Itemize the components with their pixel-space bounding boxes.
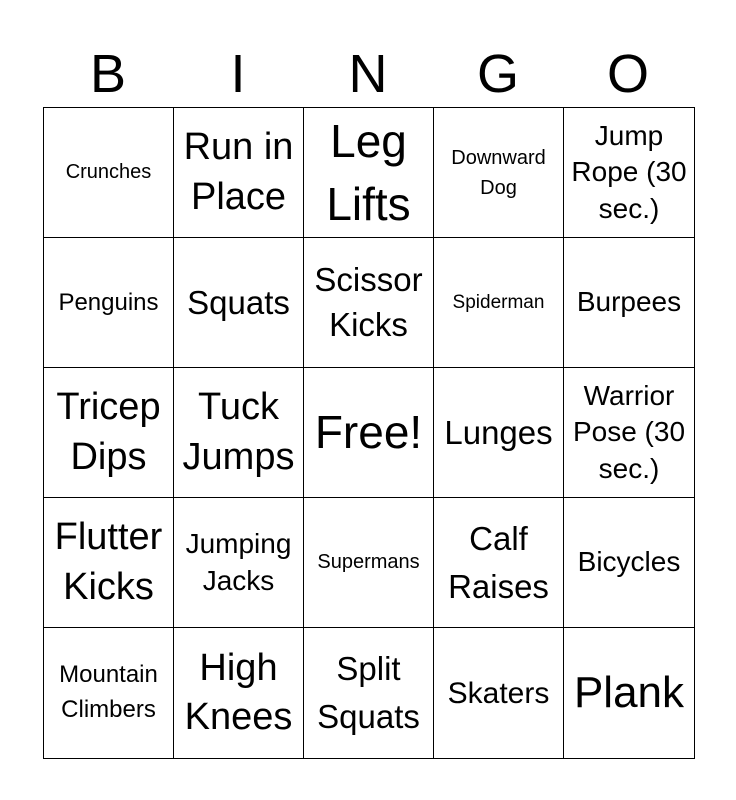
bingo-cell[interactable]: [434, 498, 564, 628]
cell-label: Burpees: [576, 286, 682, 318]
bingo-cell[interactable]: [564, 108, 694, 238]
cell-label: Flutter Kicks: [54, 516, 163, 608]
bingo-cell[interactable]: [304, 498, 434, 628]
bingo-cell[interactable]: [434, 108, 564, 238]
cell-label: Jumping Jacks: [185, 528, 292, 596]
cell-label: Tricep Dips: [56, 386, 161, 478]
cell-label: Spiderman: [452, 291, 545, 313]
header-letter-g: G: [476, 44, 519, 104]
bingo-cell[interactable]: [434, 238, 564, 368]
bingo-cell[interactable]: [44, 108, 174, 238]
bingo-board: [43, 107, 695, 759]
header-letter-o: O: [606, 44, 649, 104]
cell-label: Lunges: [444, 413, 553, 451]
bingo-cell[interactable]: [564, 238, 694, 368]
bingo-header: [43, 40, 693, 108]
cell-label: Jump Rope (30 sec.): [571, 119, 687, 224]
cell-label: Squats: [187, 283, 290, 321]
cell-label: Scissor Kicks: [314, 260, 423, 343]
bingo-cell[interactable]: [174, 498, 304, 628]
cell-label: Penguins: [58, 288, 159, 316]
cell-label: Bicycles: [577, 546, 681, 578]
bingo-cell[interactable]: [564, 498, 694, 628]
bingo-cell[interactable]: [174, 238, 304, 368]
cell-label: High Knees: [184, 646, 293, 738]
cell-label: Plank: [573, 668, 685, 718]
cell-label: Supermans: [317, 551, 420, 573]
header-letter-i: I: [230, 44, 246, 104]
cell-label: Run in Place: [183, 126, 294, 218]
cell-label: Tuck Jumps: [182, 386, 295, 478]
cell-label: Calf Raises: [448, 519, 549, 605]
header-letter-b: B: [89, 44, 127, 104]
cell-label: Downward Dog: [451, 146, 546, 199]
cell-label: Skaters: [447, 676, 550, 710]
bingo-cell[interactable]: [44, 628, 174, 758]
bingo-cell[interactable]: [304, 238, 434, 368]
bingo-cell[interactable]: [434, 628, 564, 758]
bingo-cell[interactable]: [44, 498, 174, 628]
bingo-cell[interactable]: [44, 238, 174, 368]
bingo-cell[interactable]: [174, 108, 304, 238]
cell-label: Split Squats: [317, 650, 420, 735]
bingo-cell[interactable]: [304, 368, 434, 498]
cell-label: Warrior Pose (30 sec.): [572, 379, 686, 484]
cell-label: Mountain Climbers: [59, 661, 158, 723]
header-letter-n: N: [348, 44, 388, 104]
cell-label: Crunches: [65, 161, 152, 183]
bingo-cell[interactable]: [44, 368, 174, 498]
bingo-cell[interactable]: [174, 628, 304, 758]
cell-label: Free!: [314, 405, 423, 458]
bingo-cell[interactable]: [304, 628, 434, 758]
bingo-cell[interactable]: [174, 368, 304, 498]
bingo-cell[interactable]: [434, 368, 564, 498]
cell-label: Leg Lifts: [326, 115, 411, 230]
bingo-cell[interactable]: [564, 368, 694, 498]
bingo-cell[interactable]: [304, 108, 434, 238]
bingo-cell[interactable]: [564, 628, 694, 758]
